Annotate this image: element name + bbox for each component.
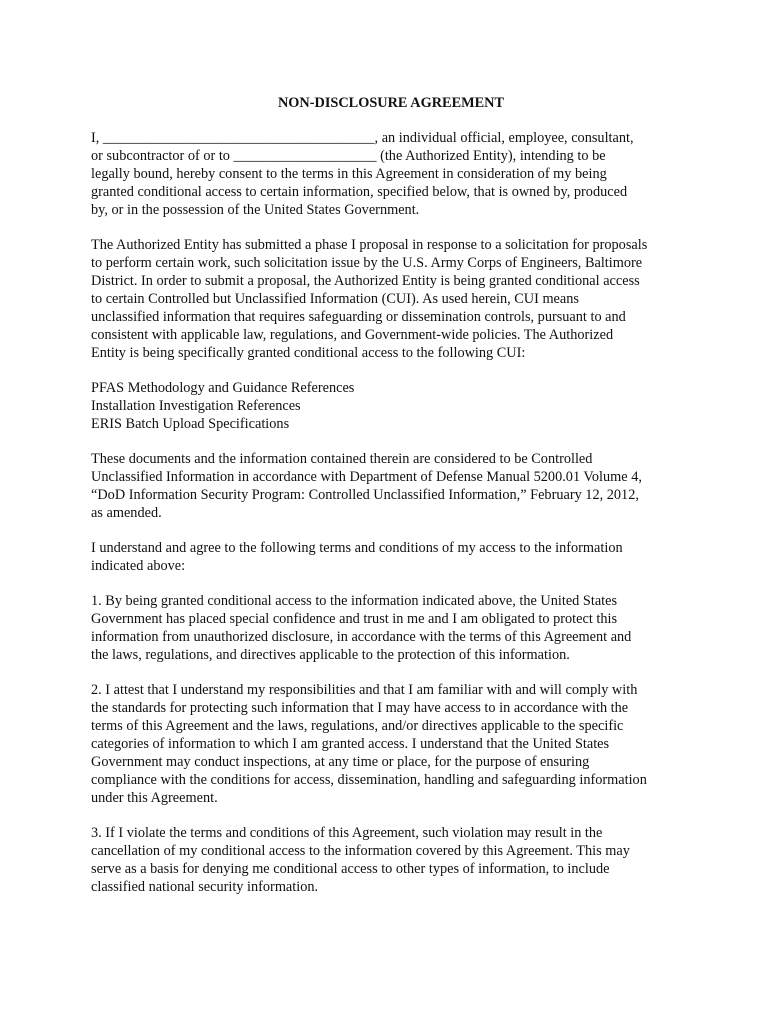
- text-line: Government may conduct inspections, at any time or place, for the purpose of ensuring: [91, 754, 590, 770]
- text-line: unclassified information that requires safeguarding or dissemination controls, pursuant to and: [91, 309, 626, 325]
- text-line: 3. If I violate the terms and conditions of this Agreement, such violation may result in the: [91, 825, 603, 841]
- text-line: serve as a basis for denying me conditional access to other types of information, to include: [91, 861, 610, 877]
- text-line: Government has placed special confidence and trust in me and I am obligated to protect this: [91, 611, 618, 627]
- text-line: I understand and agree to the following terms and conditions of my access to the information: [91, 540, 623, 556]
- term-2-paragraph: [91, 681, 691, 807]
- document-title: NON-DISCLOSURE AGREEMENT: [277, 95, 504, 111]
- cui-list: [91, 379, 691, 433]
- term-3-paragraph: [91, 824, 691, 896]
- text-line: compliance with the conditions for access, dissemination, handling and safeguarding information: [91, 772, 647, 788]
- text-line: to perform certain work, such solicitation issue by the U.S. Army Corps of Engineers, Baltimore: [91, 255, 643, 271]
- text-line: District. In order to submit a proposal, the Authorized Entity is being granted conditional access: [91, 273, 640, 289]
- text-line: to certain Controlled but Unclassified Information (CUI). As used herein, CUI means: [91, 291, 579, 307]
- text-line: classified national security information.: [91, 879, 319, 895]
- authorized-entity-paragraph: [91, 236, 691, 362]
- text-line: consistent with applicable law, regulations, and Government-wide policies. The Authorized: [91, 327, 614, 343]
- text-line: granted conditional access to certain information, specified below, that is owned by, produced: [91, 184, 628, 200]
- text-line: the standards for protecting such information that I may have access to in accordance with the: [91, 700, 629, 716]
- list-item: Installation Investigation References: [91, 398, 301, 414]
- text-line: Entity is being specifically granted conditional access to the following CUI:: [91, 345, 526, 361]
- text-line: legally bound, hereby consent to the terms in this Agreement in consideration of my being: [91, 166, 607, 182]
- text-line: Unclassified Information in accordance with Department of Defense Manual 5200.01 Volume 4,: [91, 469, 642, 485]
- text-line: cancellation of my conditional access to the information covered by this Agreement. This may: [91, 843, 630, 859]
- text-line: “DoD Information Security Program: Controlled Unclassified Information,” February 12, 2012,: [91, 487, 639, 503]
- text-line: categories of information to which I am granted access. I understand that the United States: [91, 736, 610, 752]
- document-page: [91, 94, 691, 913]
- list-item: PFAS Methodology and Guidance References: [91, 380, 355, 396]
- text-line: 2. I attest that I understand my responsibilities and that I am familiar with and will comply with: [91, 682, 638, 698]
- term-1-paragraph: [91, 592, 691, 664]
- list-item: ERIS Batch Upload Specifications: [91, 416, 290, 432]
- text-line: the laws, regulations, and directives applicable to the protection of this information.: [91, 647, 570, 663]
- text-line: 1. By being granted conditional access to the information indicated above, the United States: [91, 593, 618, 609]
- text-line: as amended.: [91, 505, 162, 521]
- text-line: These documents and the information contained therein are considered to be Controlled: [91, 451, 593, 467]
- text-line: terms of this Agreement and the laws, regulations, and/or directives applicable to the specific: [91, 718, 624, 734]
- text-line: I, ______________________________________, an individual official, employee, consultant,: [91, 130, 634, 146]
- text-line: indicated above:: [91, 558, 186, 574]
- text-line: The Authorized Entity has submitted a phase I proposal in response to a solicitation for proposals: [91, 237, 648, 253]
- text-line: or subcontractor of or to ____________________ (the Authorized Entity), intending to be: [91, 148, 606, 164]
- intro-paragraph: [91, 129, 691, 219]
- text-line: under this Agreement.: [91, 790, 218, 806]
- text-line: by, or in the possession of the United States Government.: [91, 202, 420, 218]
- cui-definition-paragraph: [91, 450, 691, 522]
- text-line: information from unauthorized disclosure, in accordance with the terms of this Agreement and: [91, 629, 632, 645]
- agreement-intro-paragraph: [91, 539, 691, 575]
